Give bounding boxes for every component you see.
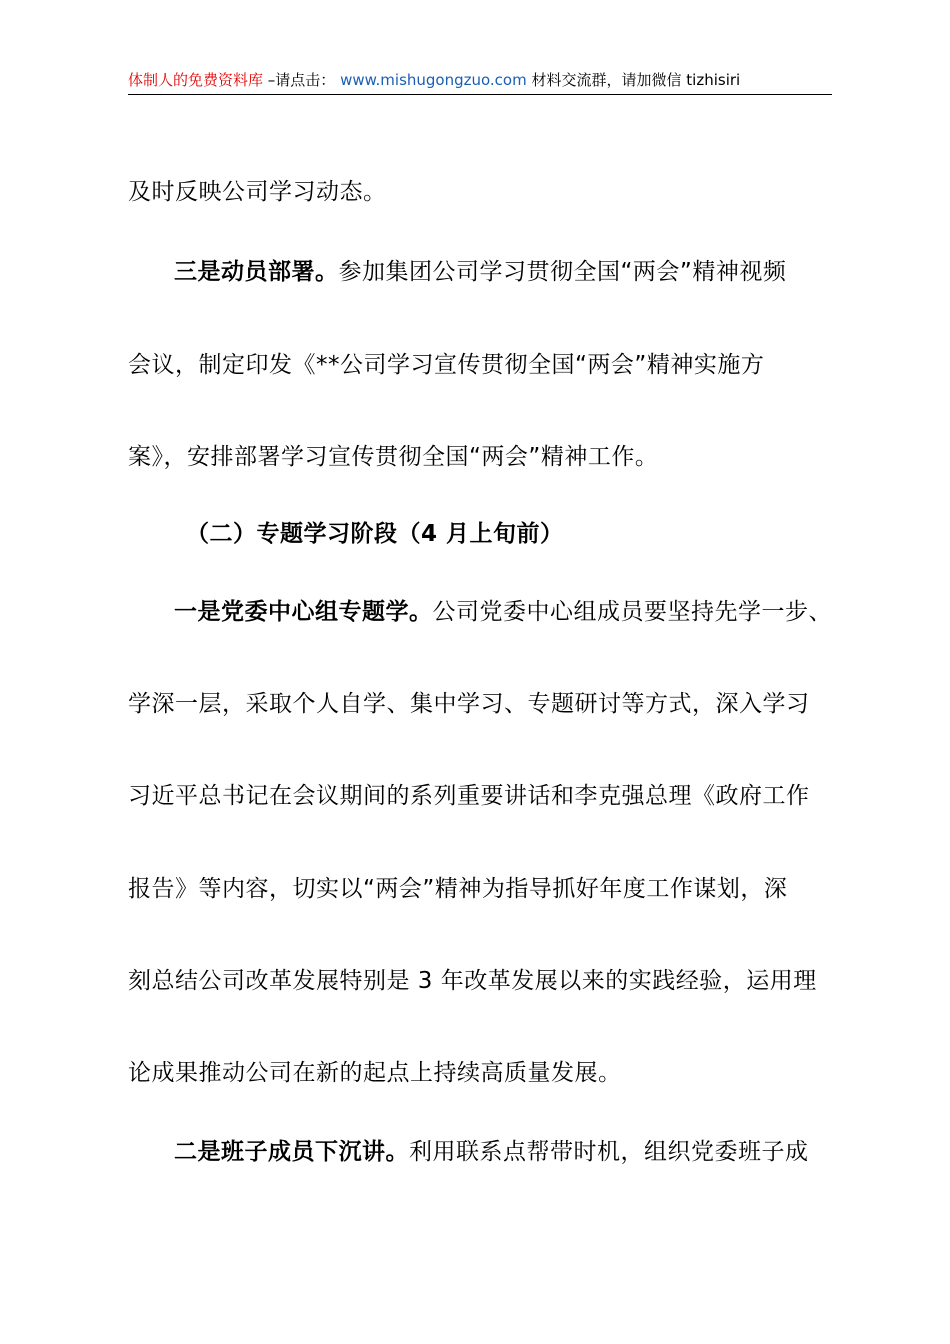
body-line bbox=[128, 1057, 838, 1089]
body-line bbox=[128, 441, 838, 473]
body-line bbox=[128, 176, 838, 208]
section-heading bbox=[186, 518, 896, 550]
paragraph-dangwei-zhuanti bbox=[174, 596, 884, 628]
line-text: 学深一层，采取个人自学、集中学习、专题研讨等方式，深入学习 bbox=[128, 691, 810, 717]
body-line bbox=[128, 780, 838, 812]
line-text: 论成果推动公司在新的起点上持续高质量发展。 bbox=[128, 1060, 622, 1086]
body-line bbox=[128, 965, 838, 997]
paragraph-banzi-chengyuan bbox=[174, 1136, 884, 1168]
line-text: 案》，安排部署学习宣传贯彻全国“两会”精神工作。 bbox=[128, 444, 659, 470]
header-url-link[interactable]: www.mishugongzuo.com bbox=[340, 71, 527, 89]
body-line bbox=[128, 688, 838, 720]
paragraph-dongyuan-bushu bbox=[174, 256, 884, 288]
header-brand: 体制人的免费资料库 bbox=[128, 71, 264, 89]
header-suffix: 材料交流群，请加微信 tizhisiri bbox=[531, 71, 741, 89]
header-prompt: –请点击： bbox=[267, 71, 336, 89]
page-header bbox=[128, 70, 832, 95]
body-line bbox=[128, 873, 838, 905]
line-text: 及时反映公司学习动态。 bbox=[128, 179, 387, 205]
line-text: 习近平总书记在会议期间的系列重要讲话和李克强总理《政府工作 bbox=[128, 783, 810, 809]
body-line bbox=[128, 349, 838, 381]
section-heading-text: （二）专题学习阶段（4 月上旬前） bbox=[186, 521, 564, 547]
line-text: 报告》等内容，切实以“两会”精神为指导抓好年度工作谋划，深 bbox=[128, 876, 788, 902]
line-text: 刻总结公司改革发展特别是 3 年改革发展以来的实践经验，运用理 bbox=[128, 968, 817, 994]
paragraph-lead: 一是党委中心组专题学。 bbox=[174, 599, 433, 625]
line-text: 参加集团公司学习贯彻全国“两会”精神视频 bbox=[338, 259, 787, 285]
paragraph-lead: 三是动员部署。 bbox=[174, 259, 339, 285]
line-text: 利用联系点帮带时机，组织党委班子成 bbox=[409, 1139, 809, 1165]
line-text: 会议，制定印发《**公司学习宣传贯彻全国“两会”精神实施方 bbox=[128, 352, 765, 378]
line-text: 公司党委中心组成员要坚持先学一步、 bbox=[432, 599, 832, 625]
paragraph-lead: 二是班子成员下沉讲。 bbox=[174, 1139, 409, 1165]
